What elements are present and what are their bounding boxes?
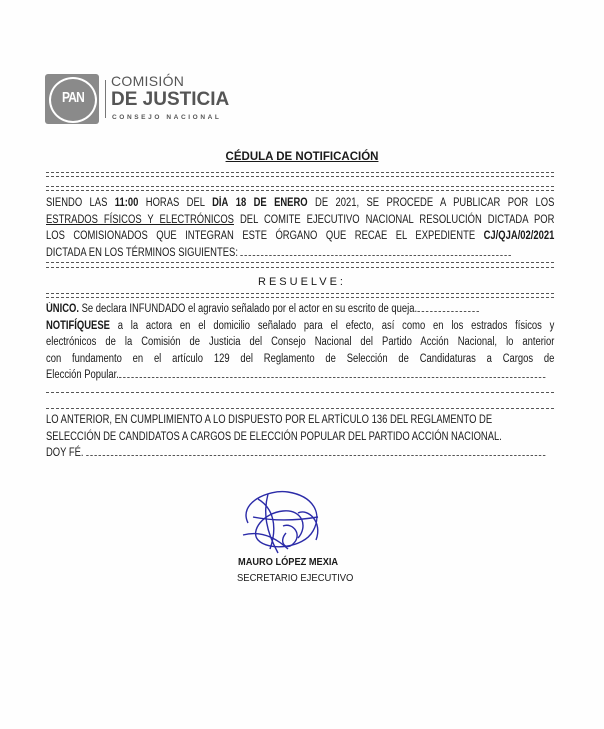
closing-paragraph (46, 412, 554, 462)
divider (46, 186, 554, 187)
logo-line-1: COMISIÓN (111, 73, 185, 89)
intro-line: DICTADA EN LOS TÉRMINOS SIGUIENTES: (46, 245, 554, 262)
divider (46, 267, 554, 268)
signatory-role: SECRETARIO EJECUTIVO (237, 572, 354, 584)
pan-comision-justicia-logo (45, 72, 230, 128)
divider (46, 293, 554, 294)
closing-line: DOY FÉ. (46, 445, 554, 462)
intro-line: ESTRADOS FÍSICOS Y ELECTRÓNICOS DEL COMITE EJECUTIVO NACIONAL RESOLUCIÓN DICTADA POR (46, 213, 555, 226)
handwritten-signature (228, 485, 338, 555)
closing-line: LO ANTERIOR, EN CUMPLIMIENTO A LO DISPUESTO POR EL ARTÍCULO 136 DEL REGLAMENTO DE (46, 414, 493, 426)
closing-line: SELECCIÓN DE CANDIDATOS A CARGOS DE ELECCIÓN POPULAR DEL PARTIDO ACCIÓN NACIONAL. (46, 430, 502, 443)
resolution-paragraph (46, 301, 554, 384)
expediente-number: CJ/QJA/02/2021 (483, 230, 555, 243)
divider (46, 262, 554, 263)
pan-badge (45, 74, 99, 124)
divider (46, 190, 554, 191)
divider (46, 392, 554, 393)
resolution-line: NOTIFÍQUESE a la actora en el domicilio señalado para el efecto, así como en los estrados físicos y (46, 319, 555, 332)
resolution-line: con fundamento en el artículo 129 del Reglamento de Selección de Candidaturas a Cargos de (46, 352, 555, 365)
intro-line: LOS COMISIONADOS QUE INTEGRAN ESTE ÓRGANO QUE RECAE EL EXPEDIENTE CJ/QJA/02/2021 (46, 230, 555, 243)
logo-divider (105, 80, 106, 118)
intro-paragraph (46, 195, 554, 261)
divider (46, 408, 554, 409)
divider (46, 172, 554, 173)
badge-text: PAN (61, 89, 85, 106)
divider (46, 297, 554, 298)
signatory-name: MAURO LÓPEZ MEXIA (238, 556, 339, 568)
resolution-line: electrónicos de la Comisión de Justicia del Consejo Nacional del Partido Acción Nacional, lo anterior (46, 336, 555, 349)
logo-line-2: DE JUSTICIA (111, 89, 230, 110)
intro-line: SIENDO LAS 11:00 HORAS DEL DÍA 18 DE ENERO DE 2021, SE PROCEDE A PUBLICAR POR LOS (46, 197, 555, 209)
resolution-line: ÚNICO. Se declara INFUNDADO el agravio señalado por el actor en su escrito de queja. (46, 301, 554, 318)
resuelve-heading: RESUELVE: (258, 276, 346, 288)
resolution-line: Elección Popular. (46, 367, 554, 384)
logo-line-3: CONSEJO NACIONAL (112, 114, 222, 121)
document-title: CÉDULA DE NOTIFICACIÓN (225, 151, 379, 163)
divider (46, 176, 554, 177)
